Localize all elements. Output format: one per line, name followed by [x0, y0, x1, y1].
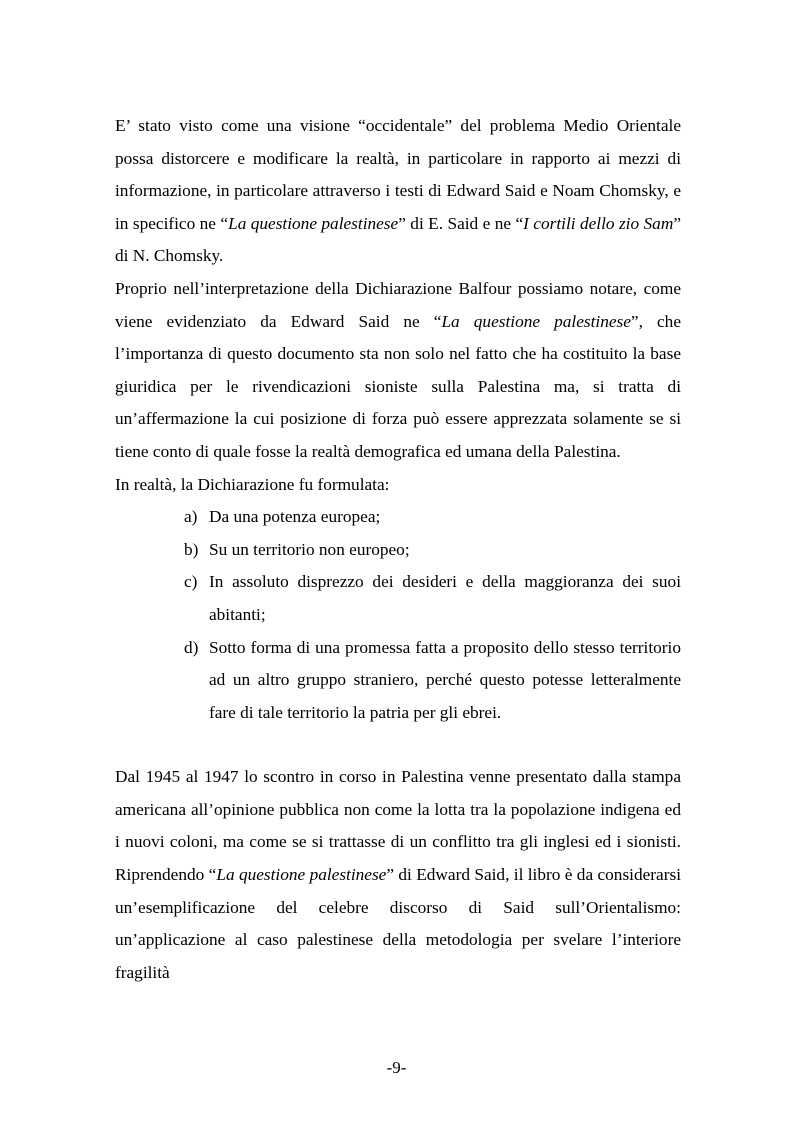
list-item-text: In assoluto disprezzo dei desideri e della maggioranza dei suoi abitanti;	[209, 572, 681, 624]
paragraph-4-text-2: ” di Edward Said, il libro è da considerarsi un’esemplificazione del celebre discorso di Said sull’Orientalismo: un’applicazione al caso palestinese della metodologia per svelare l’interiore fragilità	[115, 865, 681, 982]
book-title-la-questione-palestinese: La questione palestinese	[216, 865, 387, 885]
paragraph-2-text-2: ”, che l’importanza di questo documento sta non solo nel fatto che ha costituito la base giuridica per le rivendicazioni sioniste sulla Palestina ma, si tratta di un’affermazione la cui posizione di forza può essere apprezzata solamente se si tiene conto di quale fosse la realtà demografica ed umana della Palestina.	[115, 311, 681, 461]
list-item-text: Da una potenza europea;	[209, 507, 381, 527]
list-item	[184, 534, 681, 567]
list-item	[184, 632, 681, 730]
list-item	[184, 566, 681, 631]
list-item-text: Sotto forma di una promessa fatta a proposito dello stesso territorio ad un altro gruppo straniero, perché questo potesse letteralmente fare di tale territorio la patria per gli ebrei.	[209, 637, 681, 722]
book-title-i-cortili-dello-zio-sam: I cortili dello zio Sam	[523, 213, 674, 233]
paragraph-1	[115, 110, 681, 273]
paragraph-2	[115, 273, 681, 469]
page-number: -9-	[386, 1058, 407, 1077]
paragraph-1-text-2: ” di E. Said e ne “	[398, 213, 524, 233]
paragraph-2-text-1: Proprio nell’interpretazione della Dichiarazione Balfour possiamo notare, come viene evidenziato da Edward Said ne “	[115, 278, 681, 331]
paragraph-4	[115, 761, 681, 989]
page-body	[115, 110, 681, 989]
paragraph-4-text-1: Dal 1945 al 1947 lo scontro in corso in Palestina venne presentato dalla stampa americana all’opinione pubblica non come la lotta tra la popolazione indigena ed i nuovi coloni, ma come se si trattasse di un conflitto tra gli inglesi ed i sionisti. Riprendendo “	[115, 767, 681, 885]
list-marker: d)	[184, 637, 199, 657]
list-marker: a)	[184, 507, 198, 527]
paragraph-1-text-3: ” di N. Chomsky.	[115, 213, 681, 266]
paragraph-3: In realtà, la Dichiarazione fu formulata:	[115, 474, 390, 494]
formulation-list	[115, 501, 681, 729]
list-item-text: Su un territorio non europeo;	[209, 539, 410, 559]
paragraph-1-text-1: E’ stato visto come una visione “occidentale” del problema Medio Orientale possa distorcere e modificare la realtà, in particolare in rapporto ai mezzi di informazione, in particolare attraverso i testi di Edward Said e Noam Chomsky, e in specifico ne “	[115, 116, 681, 233]
paragraph-spacer	[115, 729, 681, 761]
list-marker: c)	[184, 572, 198, 592]
book-title-la-questione-palestinese: La questione palestinese	[441, 311, 631, 331]
list-marker: b)	[184, 539, 199, 559]
list-item	[184, 501, 681, 534]
book-title-la-questione-palestinese: La questione palestinese	[228, 213, 399, 233]
